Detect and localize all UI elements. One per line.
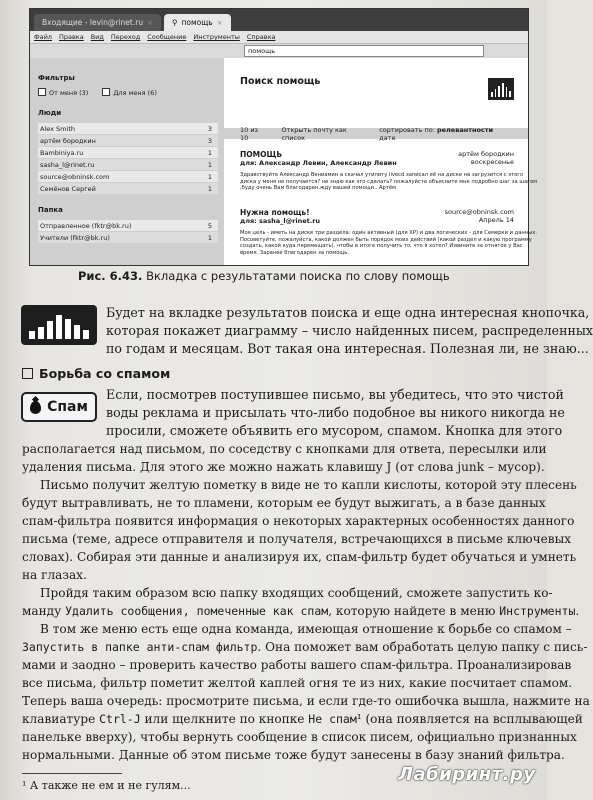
- filter-from-me-label: От меня (3): [49, 89, 89, 97]
- list-item[interactable]: [38, 135, 218, 146]
- figure-caption: [78, 269, 450, 283]
- filter-sidebar: [30, 58, 224, 265]
- folders-heading: Папка: [38, 206, 63, 214]
- body-line: [22, 711, 583, 728]
- spam-button-label: Спам: [47, 399, 88, 415]
- message-recipients: для: Александр Левин, Александр Левин: [240, 159, 397, 167]
- folder-name: Отправленное (fktr@bk.ru): [40, 221, 132, 230]
- list-item[interactable]: [38, 220, 218, 231]
- message-meta: [458, 150, 514, 166]
- message-snippet: Здравствуйте Александр Вениамин а скачал утилиту Iivecd записал её на диске не загрузится с этого диска у меня не получается? не знаю как это сделать? пожалуйста объясните мне подробно шаг за шагом ,буду очень Вам благодарен,жду вашей помощи.. Артём: [240, 172, 538, 191]
- menu-bar: [30, 31, 528, 44]
- menu-command: Запустить в папке анти-спам фильтр: [22, 640, 258, 654]
- section-heading: [22, 366, 170, 381]
- search-input[interactable]: помощь: [244, 45, 484, 57]
- person-count: 3: [207, 124, 212, 133]
- checkbox-icon[interactable]: [38, 88, 46, 96]
- checkbox-icon: [22, 368, 33, 379]
- body-text: , которую найдете в меню: [328, 604, 500, 618]
- close-icon[interactable]: ×: [216, 18, 223, 27]
- body-text: ¹ (она появляется на всплывающей: [356, 712, 583, 726]
- results-pane: [224, 58, 538, 265]
- body-line: которая покажет диаграмму – число найденных писем, распределенных: [106, 323, 593, 338]
- person-count: 1: [207, 184, 212, 193]
- body-line: на глазах.: [22, 568, 87, 582]
- person-count: 1: [207, 160, 212, 169]
- filters-heading: Фильтры: [38, 74, 75, 82]
- tab-inbox-label: Входящие - levin@rinet.ru: [42, 18, 144, 27]
- figure-number: Рис. 6.43.: [78, 269, 143, 283]
- folders-list: [38, 220, 224, 243]
- fire-drop-icon: [30, 401, 41, 414]
- body-text: или щелкните по кнопке: [140, 712, 309, 726]
- body-line: Если, посмотрев поступившее письмо, вы убедитесь, что это чистой: [106, 387, 564, 402]
- person-name: source@obninsk.com: [40, 172, 110, 181]
- person-name: артём бородкин: [40, 136, 96, 145]
- body-line: просили, сможете объявить его мусором, спамом. Кнопка для этого: [106, 423, 563, 438]
- body-text: манду: [22, 604, 66, 618]
- menu-command: Удалить сообщения, помеченные как спам: [65, 604, 329, 618]
- sort-label: сортировать по:: [379, 125, 435, 134]
- tab-bar: [30, 9, 528, 31]
- folder-name: Учители (fktr@bk.ru): [40, 233, 110, 242]
- people-heading: Люди: [38, 109, 62, 117]
- body-line: [22, 639, 587, 656]
- list-item[interactable]: [38, 171, 218, 182]
- list-item[interactable]: [38, 183, 218, 194]
- body-line: мами и заодно – проверить качество работы вашего спам-фильтра. Проанализировав: [22, 658, 572, 672]
- body-line: [22, 603, 579, 620]
- person-name: Alex Smith: [40, 124, 75, 133]
- footnote-rule: [22, 773, 122, 774]
- results-count: 10 из 10: [240, 125, 259, 142]
- sort-relevance[interactable]: релевантности: [436, 125, 494, 134]
- body-text: . Она поможет вам обработать целую папку с пись-: [257, 640, 588, 654]
- body-line: располагается над письмом, по соседству с кнопками для ответа, пересылки или: [22, 442, 547, 456]
- close-icon[interactable]: ×: [147, 18, 153, 27]
- message-recipients: для: sasha_l@rinet.ru: [240, 217, 321, 225]
- sort-controls: [379, 126, 498, 142]
- body-line: нормальными. Данные об этом письме тоже будут занесены в базу знаний фильтра.: [22, 748, 565, 762]
- thunderbird-screenshot: [29, 8, 538, 266]
- spam-button: [21, 392, 97, 422]
- chart-view-button[interactable]: [488, 78, 514, 100]
- person-count: 3: [207, 136, 212, 145]
- person-name: Семёнов Сергей: [40, 184, 96, 193]
- search-results-view: [30, 58, 538, 265]
- result-message[interactable]: [240, 208, 537, 256]
- filter-for-me[interactable]: [102, 88, 157, 97]
- body-text: клавиатуре: [22, 712, 100, 726]
- button-name: Не спам: [308, 712, 357, 726]
- result-message[interactable]: [240, 150, 538, 192]
- body-line: по годам и месяцам. Вот такая она интересная. Полезная ли, не знаю...: [106, 341, 589, 356]
- body-line: панельке вверху), чтобы вернуть сообщение в список писем, официально признанных: [22, 730, 577, 744]
- figure-caption-text: Вкладка с результатами поиска по слову помощь: [146, 269, 450, 283]
- search-icon: ⚲: [171, 18, 178, 27]
- folder-count: 5: [207, 221, 212, 230]
- body-line: словах). Собирая эти данные и анализируя их, спам-фильтр будет обучаться и умнеть: [22, 550, 577, 564]
- body-line: будут вытравливать, не то пламени, которым ее будут выжигать, а в базе данных: [22, 496, 546, 510]
- body-line: спам-фильтра появится информация о некоторых характерных особенностях данного: [22, 514, 575, 528]
- menu-go[interactable]: Переход: [110, 33, 141, 41]
- people-list: [38, 123, 224, 194]
- checkbox-icon[interactable]: [102, 88, 110, 96]
- body-line: Теперь ваша очередь: просмотрите письма, и если где-то ошибочка вышла, нажмите на: [22, 694, 590, 708]
- menu-edit[interactable]: Правка: [58, 33, 84, 41]
- keyboard-shortcut: Ctrl-J: [99, 712, 141, 726]
- menu-message[interactable]: Сообщение: [147, 33, 187, 41]
- menu-command: Инструменты: [499, 604, 576, 618]
- body-line: все письма, фильтр пометит желтой каплей огня те из них, какие посчитает спамом.: [22, 676, 573, 690]
- person-name: Bambiniya.ru: [40, 148, 84, 157]
- person-name: sasha_l@rinet.ru: [40, 160, 95, 169]
- chart-icon: [21, 305, 97, 345]
- footnote: ¹ А также не ем и не гулям...: [22, 779, 191, 792]
- message-subject: Нужна помощь!: [240, 208, 310, 217]
- filter-from-me[interactable]: [38, 88, 88, 97]
- body-line: письма (теме, адресе отправителя и получателя, встречающихся в письме ключевых: [22, 532, 572, 546]
- body-line: Будет на вкладке результатов поиска и еще одна интересная кнопочка,: [106, 305, 590, 320]
- message-date: воскресенье: [470, 158, 514, 166]
- filter-for-me-label: Для меня (6): [113, 89, 157, 97]
- message-sender: source@obninsk.com: [444, 208, 514, 216]
- message-meta: [445, 208, 514, 224]
- list-item[interactable]: [38, 123, 218, 134]
- menu-file[interactable]: Файл: [34, 33, 52, 41]
- person-count: 1: [207, 172, 212, 181]
- sort-date[interactable]: дате: [379, 133, 396, 142]
- tab-inbox[interactable]: [34, 14, 161, 31]
- body-line: Пройдя таким образом всю папку входящих сообщений, сможете запустить ко-: [40, 586, 553, 600]
- message-subject: ПОМОЩЬ: [240, 150, 283, 159]
- list-item[interactable]: [38, 232, 218, 243]
- search-bar: [30, 44, 528, 59]
- message-sender: артём бородкин: [458, 150, 514, 158]
- results-title: Поиск помощь: [240, 76, 321, 87]
- list-item[interactable]: [38, 147, 218, 158]
- tab-search[interactable]: [164, 14, 231, 31]
- body-line: Письмо получит желтую пометку в виде не то капли кислоты, которой эту плесень: [40, 478, 577, 492]
- body-line: удаления письма. Для этого же можно нажать клавишу J (от слова junk – мусор).: [22, 460, 545, 474]
- body-line: воды реклама и присылать что-либо подобное вы никого никогда не: [106, 405, 565, 420]
- tab-search-label: помощь: [181, 18, 213, 27]
- body-line: В том же меню есть еще одна команда, имеющая отношение к борьбе со спамом –: [40, 622, 572, 636]
- menu-tools[interactable]: Инструменты: [193, 33, 240, 41]
- message-date: Апрель 14: [478, 216, 514, 224]
- folder-count: 1: [207, 233, 212, 242]
- menu-help[interactable]: Справка: [246, 33, 276, 41]
- menu-view[interactable]: Вид: [90, 33, 104, 41]
- list-item[interactable]: [38, 159, 218, 170]
- results-toolbar: [224, 125, 528, 142]
- filter-checkboxes: [38, 88, 224, 97]
- person-count: 1: [207, 148, 212, 157]
- publisher-logo: Лабиринт.ру: [398, 764, 536, 785]
- message-snippet: Моя цель - иметь на диске три раздела: один активный (для XP) и два логических - для Семерки и данных. Посоветуйте, пожалуйста, какой должен быть порядок моих действий (какой раздел и какую программу создать, какой куда перемещать), чтобы в итоге получить то, что я хотел? Извините за отнятое у Вас время. Заранее благодарен за помощь.: [240, 230, 537, 256]
- body-text: .: [575, 604, 580, 618]
- section-title: Борьба со спамом: [39, 366, 171, 381]
- open-as-list-link[interactable]: Открыть почту как список: [281, 125, 347, 142]
